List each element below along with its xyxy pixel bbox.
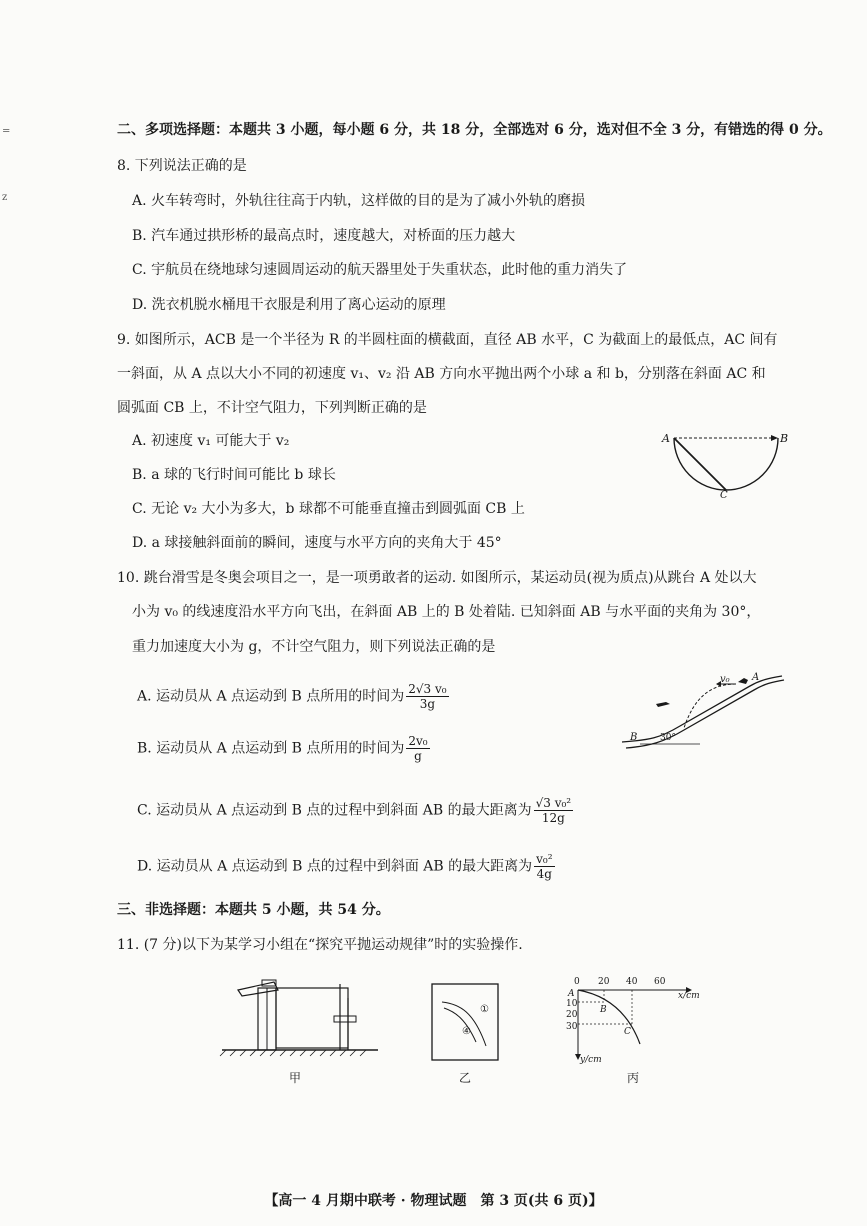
point-a: A [568, 989, 575, 999]
ski-jump-figure [620, 668, 790, 750]
section-header: 二、多项选择题：本题共 3 小题，每小题 6 分，共 18 分，全部选对 6 分，选对但不全 3 分，有错选的得 0 分。 [117, 122, 832, 138]
slope-lower [626, 680, 784, 748]
trajectory-grid-figure-bing [560, 972, 710, 1064]
option-a: A. 初速度 v₁ 可能大于 v₂ [132, 433, 290, 449]
trajectory [684, 684, 736, 728]
incline-ac [674, 438, 726, 490]
option-d: D. 洗衣机脱水桶甩干衣服是利用了离心运动的原理 [132, 297, 446, 313]
option-c: C. 宇航员在绕地球匀速圆周运动的航天器里处于失重状态，此时他的重力消失了 [132, 262, 628, 278]
x-tick: 60 [654, 977, 666, 987]
caption-yi: 乙 [459, 1071, 472, 1085]
arrow-head [771, 435, 778, 441]
question-stem-line: 一斜面，从 A 点以大小不同的初速度 v₁、v₂ 沿 AB 方向水平抛出两个小球 a 和 b，分别落在斜面 AC 和 [117, 366, 766, 382]
slope-upper [622, 676, 782, 742]
point-b: B [600, 1005, 607, 1015]
label-a: A [752, 672, 760, 683]
question-stem: 11. (7 分)以下为某学习小组在“探究平抛运动规律”时的实验操作. [117, 937, 523, 953]
option-b: B. a 球的飞行时间可能比 b 球长 [132, 467, 336, 483]
question-stem: 8. 下列说法正确的是 [117, 158, 247, 174]
label-b: B [630, 732, 638, 743]
option-d: D. 运动员从 A 点运动到 B 点的过程中到斜面 AB 的最大距离为 $\frac{\text{v₀²}}{4g}$ [137, 852, 553, 881]
label-angle: 30° [660, 733, 676, 743]
option-b: B. 运动员从 A 点运动到 B 点所用的时间为 $\frac{\text{2v₀}}{g}$ [137, 734, 428, 763]
label-v0: v₀ [720, 674, 730, 685]
question-stem-line: 10. 跳台滑雪是冬奥会项目之一，是一项勇敢者的运动. 如图所示，某运动员(视为质点)从跳台 A 处以大 [117, 570, 757, 586]
mark-4: ④ [462, 1026, 471, 1037]
margin-mark: = [2, 126, 11, 137]
option-d: D. a 球接触斜面前的瞬间，速度与水平方向的夹角大于 45° [132, 535, 502, 551]
record-paper-figure-yi [430, 982, 502, 1062]
point-c: C [624, 1027, 631, 1037]
skier-icon [738, 678, 748, 684]
apparatus-figure-jia [218, 978, 383, 1060]
x-axis-label: x/cm [678, 991, 700, 1001]
option-a: A. 运动员从 A 点运动到 B 点所用的时间为 $\frac{\text{2√3 v₀}}{3g}$ [137, 682, 447, 711]
x-tick: 20 [598, 977, 610, 987]
question-stem-line: 圆弧面 CB 上，不计空气阻力，下列判断正确的是 [117, 400, 427, 416]
arc-acb [674, 438, 778, 490]
margin-mark: z [2, 192, 8, 203]
x-tick: 0 [574, 977, 580, 987]
label-b: B [780, 432, 789, 445]
x-tick: 40 [626, 977, 638, 987]
caption-bing: 丙 [627, 1071, 640, 1085]
y-tick: 30 [566, 1022, 578, 1032]
semicircle-figure [660, 428, 790, 500]
mark-1: ① [480, 1004, 489, 1015]
option-c: C. 无论 v₂ 大小为多大，b 球都不可能垂直撞击到圆弧面 CB 上 [132, 501, 525, 517]
label-c: C [720, 490, 728, 500]
y-tick: 20 [566, 1010, 578, 1020]
page-footer: 【高一 4 月期中联考 · 物理试题 第 3 页(共 6 页)】 [264, 1193, 603, 1209]
question-stem-line: 9. 如图所示，ACB 是一个半径为 R 的半圆柱面的横截面，直径 AB 水平，C 为截面上的最低点，AC 间有 [117, 332, 778, 348]
label-a: A [662, 432, 670, 445]
section-header: 三、非选择题：本题共 5 小题，共 54 分。 [117, 902, 390, 918]
y-axis-label: y/cm [580, 1055, 602, 1064]
question-stem-line: 小为 v₀ 的线速度沿水平方向飞出，在斜面 AB 上的 B 处着陆. 已知斜面 AB 与水平面的夹角为 30°， [132, 604, 761, 620]
option-a: A. 火车转弯时，外轨往往高于内轨，这样做的目的是为了减小外轨的磨损 [132, 193, 586, 209]
caption-jia: 甲 [289, 1071, 302, 1085]
question-stem-line: 重力加速度大小为 g，不计空气阻力，则下列说法正确的是 [132, 639, 496, 655]
option-c: C. 运动员从 A 点运动到 B 点的过程中到斜面 AB 的最大距离为 $\frac{\text{√3 v₀²}}{12g}$ [137, 796, 572, 825]
y-tick: 10 [566, 999, 578, 1009]
option-b: B. 汽车通过拱形桥的最高点时，速度越大，对桥面的压力越大 [132, 228, 516, 244]
skier-midair-icon [656, 702, 670, 707]
